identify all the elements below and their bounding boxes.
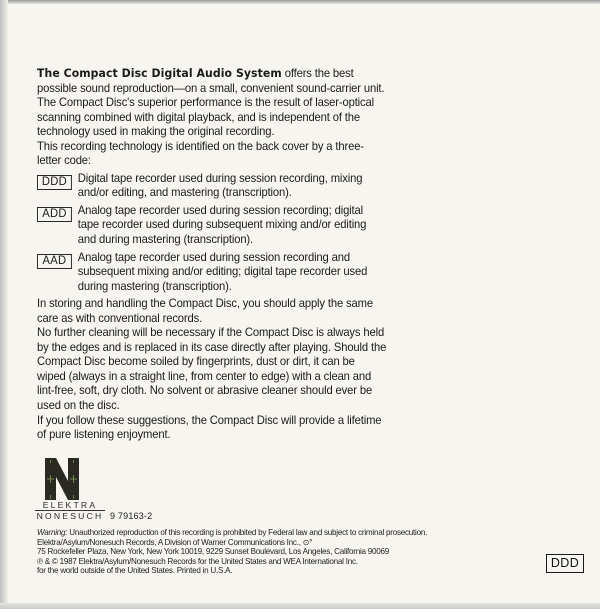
warning-label: Warning: xyxy=(37,528,68,537)
code-badge: DDD xyxy=(37,175,72,190)
code-row-ddd xyxy=(37,172,386,201)
warning-text: Unauthorized reproduction of this recording is prohibited by Federal law and subject to criminal prosecution. xyxy=(67,528,428,537)
lead-rest: offers the best possible sound reproduction—on a small, convenient sound-carrier unit. xyxy=(37,67,385,95)
legal-line-address: 75 Rockefeller Plaza, New York, New York 10019, 9229 Sunset Boulevard, Los Angeles, California 90069 xyxy=(37,547,390,557)
catalog-number: 9 79163-2 xyxy=(110,511,153,521)
legal-notice xyxy=(37,528,447,576)
scan-edge-bottom xyxy=(0,603,600,609)
recording-code-badge: DDD xyxy=(546,554,584,573)
legal-line-copyright: ℗ & © 1987 Elektra/Asylum/Nonesuch Records for the United States and WEA International Inc. xyxy=(37,556,358,566)
code-badge: AAD xyxy=(37,254,72,269)
record-label-name xyxy=(34,500,106,521)
legal-line-company: Elektra/Asylum/Nonesuch Records, A Division of Warner Communications Inc., ⊙° xyxy=(37,537,313,547)
code-row-add xyxy=(37,204,386,248)
label-name-bottom: NONESUCH xyxy=(36,511,104,521)
cleaning-paragraph: No further cleaning will be necessary if the Compact Disc is always held by the edges and is replaced in its case directly after playing. Should the Compact Disc become soiled by fingerprints, dust or dirt, it can be wiped (always in a straight line, from center to edge) with a clean and lint-free, soft, dry cloth. No solvent or abrasive cleaner should ever be used on the disc. xyxy=(37,326,387,413)
performance-paragraph: The Compact Disc's superior performance is the result of laser-optical scanning combined with digital playback, and is independent of the technology used in making the original recording. xyxy=(37,96,374,139)
code-intro-paragraph: This recording technology is identified on the back cover by a three-letter code: xyxy=(37,139,364,168)
intro-paragraph xyxy=(37,67,386,96)
code-description: Analog tape recorder used during session recording; digital tape recorder used during subsequent mixing and/or editing and during mastering (transcription). xyxy=(77,203,367,247)
lead-title: The Compact Disc Digital Audio System xyxy=(37,67,282,80)
label-name-top: ELEKTRA xyxy=(42,500,98,510)
scan-edge-top xyxy=(0,0,600,4)
elektra-nonesuch-logo-icon xyxy=(44,457,80,501)
code-description: Digital tape recorder used during session recording, mixing and/or editing, and mastering (transcription). xyxy=(77,171,363,200)
code-row-aad xyxy=(37,251,386,295)
code-description: Analog tape recorder used during session recording and subsequent mixing and/or editing; digital tape recorder used during mastering (transcription). xyxy=(77,250,368,293)
warning-line xyxy=(37,528,447,538)
closing-paragraph: If you follow these suggestions, the Compact Disc will provide a lifetime of pure listening enjoyment. xyxy=(37,413,382,442)
code-badge: ADD xyxy=(37,207,72,222)
cd-info-text xyxy=(37,67,386,443)
scan-edge-left xyxy=(0,0,8,609)
storage-paragraph: In storing and handling the Compact Disc, you should apply the same care as with conventional records. xyxy=(37,297,373,325)
legal-line-territory: for the world outside of the United States. Printed in U.S.A. xyxy=(37,566,233,576)
